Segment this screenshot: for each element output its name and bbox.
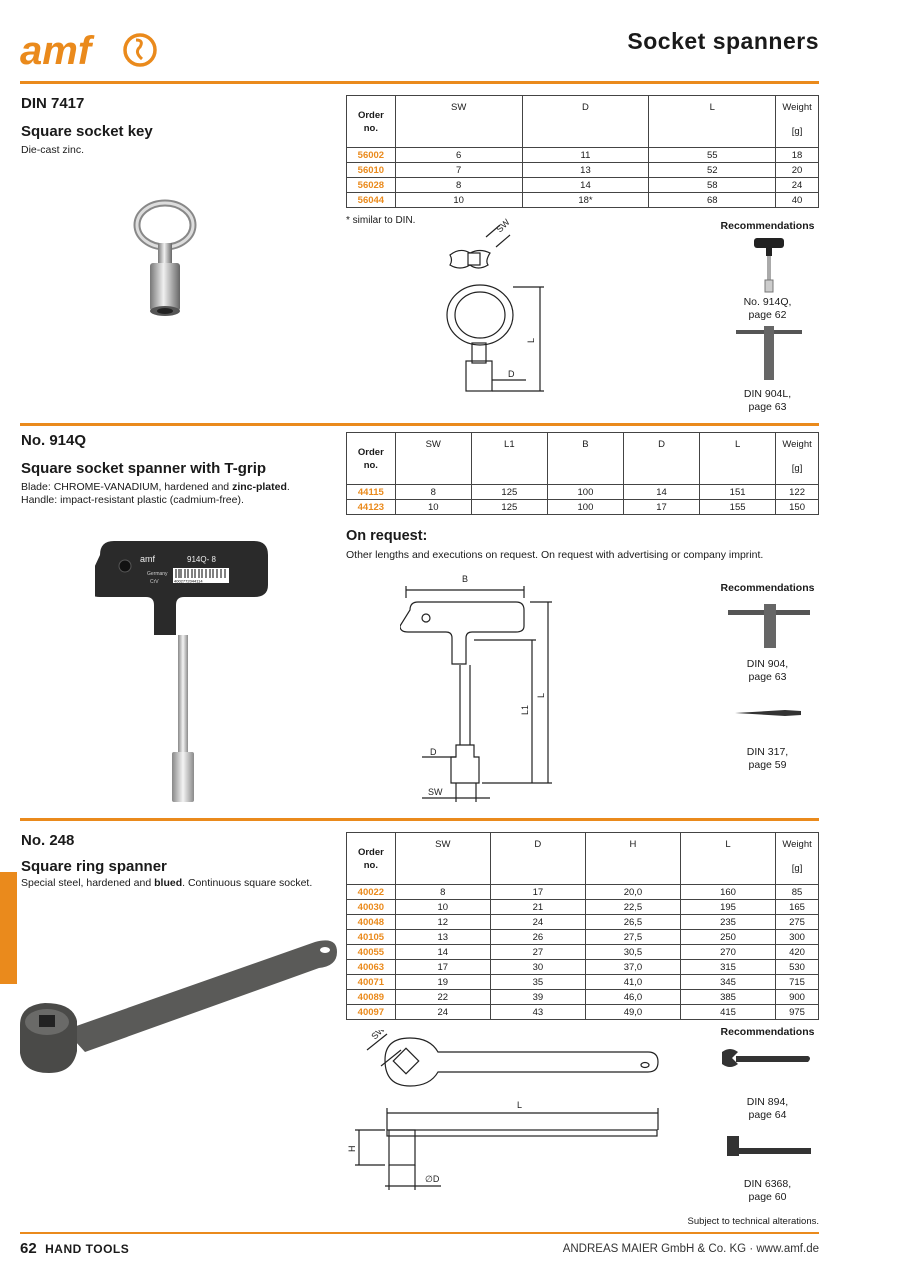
table-row: 40063 17 30 37,0 315 530 — [347, 960, 819, 975]
open-end-spanner-icon — [722, 1046, 812, 1072]
column-header: D — [624, 433, 700, 485]
section-description: Blade: CHROME-VANADIUM, hardened and zinc-plated. Handle: impact-resistant plastic (cadmium-free). — [21, 481, 290, 506]
column-header: SW — [395, 433, 471, 485]
column-header: SW — [395, 96, 522, 148]
drawing-label-l1: L1 — [520, 704, 530, 715]
table-row: 56002 6 11 55 18 — [347, 148, 819, 163]
table-row: 56044 10 18* 68 40 — [347, 193, 819, 208]
website-link[interactable]: www.amf.de — [756, 1243, 819, 1255]
column-header: B — [547, 433, 623, 485]
section-description: Special steel, hardened and blued. Continuous square socket. — [21, 877, 313, 889]
table-row: 40048 12 24 26,5 235 275 — [347, 915, 819, 930]
table-row: 40022 8 17 20,0 160 85 — [347, 885, 819, 900]
product-made-text: Germany — [147, 571, 168, 577]
section-title-square-ring-spanner: Square ring spanner — [21, 858, 167, 875]
footer-separator: · — [749, 1243, 754, 1255]
t-grip-spanner-icon — [752, 236, 786, 294]
column-header: L1 — [471, 433, 547, 485]
hook-spanner-icon — [727, 1134, 811, 1158]
table-row: 44123 10 125 100 17 155 150 — [347, 500, 819, 515]
column-header-weight: Weight [g] — [776, 833, 819, 885]
page-title: Socket spanners — [627, 28, 819, 54]
technical-drawing-socket-key — [430, 215, 560, 400]
section-rule — [20, 423, 819, 426]
table-row: 40089 22 39 46,0 385 900 — [347, 990, 819, 1005]
t-key-icon — [728, 604, 810, 650]
subject-to-alterations-note: Subject to technical alterations. — [687, 1216, 819, 1227]
column-header: L — [649, 96, 776, 148]
table-row: 40030 10 21 22,5 195 165 — [347, 900, 819, 915]
section-title-t-grip: Square socket spanner with T-grip — [21, 460, 267, 477]
drawing-label-b: B — [462, 574, 469, 584]
recommendation-label: DIN 904L, page 63 — [743, 388, 792, 413]
column-header-weight: Weight [g] — [776, 433, 819, 485]
recommendation-label: DIN 317, page 59 — [746, 746, 789, 771]
technical-drawing-ring-spanner — [345, 1030, 675, 1195]
column-header: D — [490, 833, 585, 885]
column-header-weight: Weight [g] — [776, 96, 819, 148]
t-key-icon — [736, 326, 802, 382]
product-image-square-socket-key — [120, 195, 230, 320]
drawing-label-h: H — [347, 1145, 357, 1152]
product-image-t-grip-spanner — [95, 530, 275, 805]
section-description: Die-cast zinc. — [21, 144, 85, 156]
footer-rule — [20, 1232, 819, 1234]
spec-table-din7417 — [346, 95, 819, 208]
page-number: 62 — [20, 1240, 37, 1257]
table-row: 40055 14 27 30,5 270 420 — [347, 945, 819, 960]
technical-drawing-t-grip — [400, 570, 570, 805]
table-row: 40071 19 35 41,0 345 715 — [347, 975, 819, 990]
drawing-label-d: D — [430, 747, 437, 757]
drawing-label-sw: SW — [369, 1030, 387, 1042]
drawing-label-sw: SW — [494, 217, 512, 235]
drawing-label-sw: SW — [428, 787, 443, 797]
recommendation-label: No. 914Q, page 62 — [743, 296, 792, 321]
drawing-label-d: D — [508, 369, 515, 379]
recommendations-title: Recommendations — [720, 1026, 815, 1038]
section-code-914q: No. 914Q — [21, 432, 87, 449]
column-header-order: Order no. — [347, 833, 396, 885]
table-row: 44115 8 125 100 14 151 122 — [347, 485, 819, 500]
product-barcode-text: 4002772044114 — [174, 578, 203, 584]
table-row: 40105 13 26 27,5 250 300 — [347, 930, 819, 945]
column-header: L — [681, 833, 776, 885]
column-header: L — [700, 433, 776, 485]
product-material-text: CrV — [150, 579, 159, 585]
column-header-order: Order no. — [347, 433, 396, 485]
company-name: ANDREAS MAIER GmbH & Co. KG — [562, 1243, 747, 1255]
page-footer-right — [563, 1243, 819, 1255]
product-model-text: 914Q- 8 — [187, 555, 216, 564]
section-code-din7417: DIN 7417 — [21, 95, 85, 112]
product-brand-text: amf — [140, 554, 156, 564]
recommendation-label: DIN 904, page 63 — [746, 658, 789, 683]
footnote: * similar to DIN. — [346, 215, 416, 226]
recommendations-title: Recommendations — [720, 220, 815, 232]
brand-logo — [20, 24, 160, 74]
column-header-order: Order no. — [347, 96, 396, 148]
drawing-label-d: ∅D — [425, 1174, 440, 1184]
recommendations-title: Recommendations — [720, 582, 815, 594]
spec-table-914q — [346, 432, 819, 515]
drift-punch-icon — [735, 706, 803, 720]
table-row: 40097 24 43 49,0 415 975 — [347, 1005, 819, 1020]
column-header: H — [585, 833, 680, 885]
drawing-label-l: L — [517, 1100, 523, 1110]
header-rule — [20, 81, 819, 84]
brand-logo-text: amf — [20, 29, 92, 73]
section-title-square-socket-key: Square socket key — [21, 123, 153, 140]
on-request-title: On request: — [346, 528, 428, 544]
drawing-label-l: L — [526, 337, 536, 343]
spec-table-248 — [346, 832, 819, 1020]
page-section: HAND TOOLS — [45, 1242, 130, 1256]
product-image-square-ring-spanner — [15, 930, 345, 1080]
recommendation-label: DIN 6368, page 60 — [743, 1178, 792, 1203]
drawing-label-l: L — [536, 692, 546, 698]
recommendation-label: DIN 894, page 64 — [746, 1096, 789, 1121]
section-rule — [20, 818, 819, 821]
column-header: SW — [395, 833, 490, 885]
table-row: 56028 8 14 58 24 — [347, 178, 819, 193]
table-row: 56010 7 13 52 20 — [347, 163, 819, 178]
section-code-248: No. 248 — [21, 832, 75, 849]
column-header: D — [522, 96, 649, 148]
page-footer-left — [20, 1240, 129, 1258]
on-request-text: Other lengths and executions on request. On request with advertising or company imprint. — [346, 549, 764, 561]
